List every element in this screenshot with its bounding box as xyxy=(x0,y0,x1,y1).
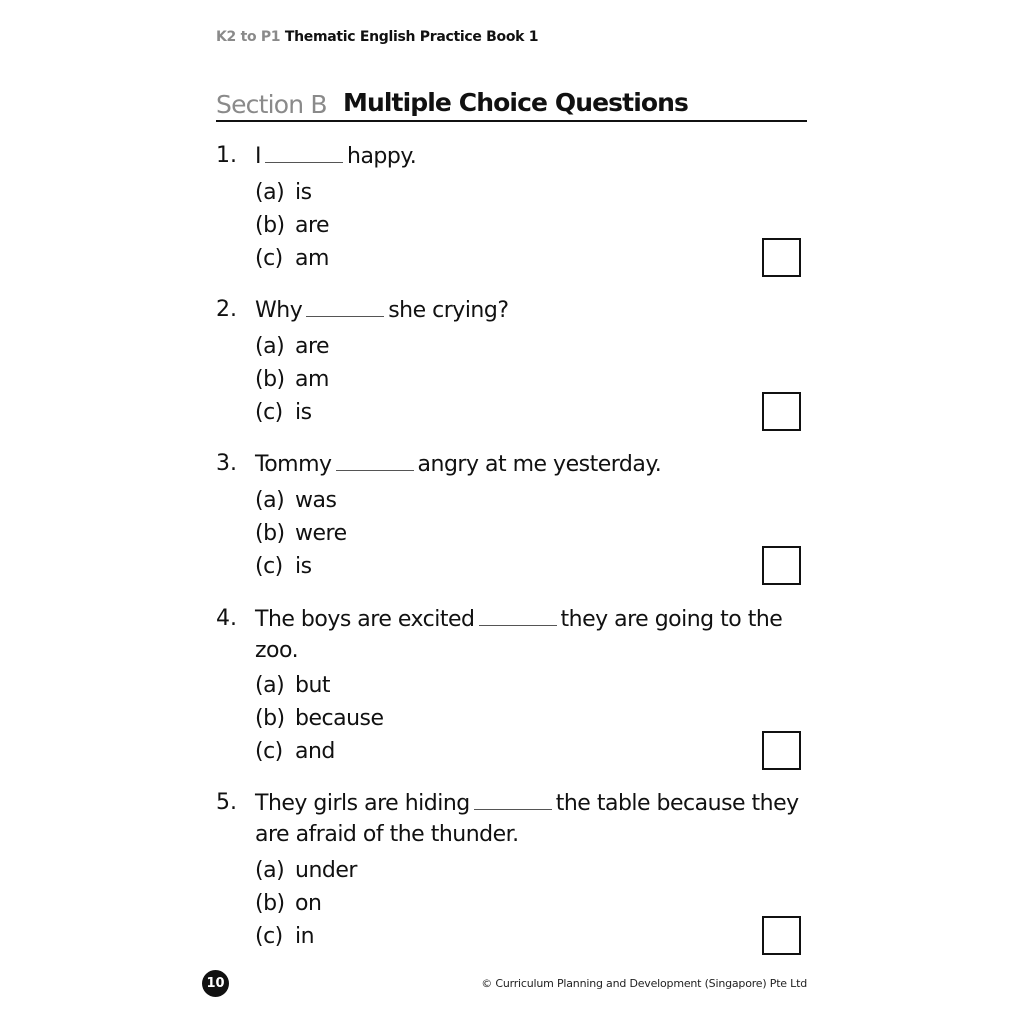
option-text: were xyxy=(295,521,347,546)
page-number: 10 xyxy=(202,970,229,997)
question-number: 4. xyxy=(216,606,237,631)
question-number: 3. xyxy=(216,451,237,476)
option-letter: (c) xyxy=(255,924,283,949)
question-text-before: They girls are hiding xyxy=(255,791,470,816)
answer-box[interactable] xyxy=(762,238,801,277)
option-letter: (b) xyxy=(255,521,285,546)
question-text-after: angry at me yesterday. xyxy=(417,452,662,477)
option-text: is xyxy=(295,180,312,205)
section-heading xyxy=(216,88,807,122)
question-number: 5. xyxy=(216,790,237,815)
question-text-before: The boys are excited xyxy=(255,607,475,632)
option-b xyxy=(255,521,347,546)
header-title: Thematic English Practice Book 1 xyxy=(284,29,539,45)
option-a xyxy=(255,488,336,513)
answer-box[interactable] xyxy=(762,916,801,955)
option-text: under xyxy=(295,858,357,883)
question-text xyxy=(255,604,785,666)
section-label: Section B xyxy=(216,90,327,119)
option-text: but xyxy=(295,673,331,698)
option-c xyxy=(255,924,314,949)
copyright-notice: © Curriculum Planning and Development (Singapore) Pte Ltd xyxy=(481,977,807,990)
option-b xyxy=(255,367,329,392)
option-text: are xyxy=(295,334,330,359)
option-c xyxy=(255,554,312,579)
option-text: am xyxy=(295,367,329,392)
question-text-after: she crying? xyxy=(388,298,509,323)
option-text: in xyxy=(295,924,315,949)
answer-blank xyxy=(479,607,557,626)
question-text xyxy=(255,141,815,172)
question-text-before: I xyxy=(255,144,261,169)
answer-box[interactable] xyxy=(762,392,801,431)
option-letter: (b) xyxy=(255,367,285,392)
option-c xyxy=(255,246,329,271)
answer-blank xyxy=(336,452,414,471)
option-letter: (a) xyxy=(255,858,285,883)
option-letter: (a) xyxy=(255,673,285,698)
book-header xyxy=(216,29,538,45)
option-a xyxy=(255,334,329,359)
answer-blank xyxy=(265,144,343,163)
option-text: is xyxy=(295,554,312,579)
option-b xyxy=(255,706,384,731)
question-text-after: they are going to the zoo. xyxy=(255,607,783,663)
answer-blank xyxy=(306,298,384,317)
question-text-after: happy. xyxy=(347,144,417,169)
question-text-after: the table because they are afraid of the thunder. xyxy=(255,791,799,847)
question-text-before: Tommy xyxy=(255,452,332,477)
header-level: K2 to P1 xyxy=(216,29,281,45)
question-text-before: Why xyxy=(255,298,303,323)
option-letter: (b) xyxy=(255,706,285,731)
option-text: and xyxy=(295,739,335,764)
question-number: 2. xyxy=(216,297,237,322)
option-text: are xyxy=(295,213,330,238)
option-letter: (c) xyxy=(255,739,283,764)
option-a xyxy=(255,858,357,883)
question-text xyxy=(255,295,815,326)
answer-box[interactable] xyxy=(762,731,801,770)
answer-blank xyxy=(474,791,552,810)
question-number: 1. xyxy=(216,143,237,168)
option-letter: (a) xyxy=(255,180,285,205)
option-letter: (a) xyxy=(255,334,285,359)
option-c xyxy=(255,739,335,764)
option-letter: (b) xyxy=(255,213,285,238)
option-letter: (c) xyxy=(255,554,283,579)
option-text: is xyxy=(295,400,312,425)
option-c xyxy=(255,400,312,425)
option-letter: (c) xyxy=(255,246,283,271)
answer-box[interactable] xyxy=(762,546,801,585)
option-text: am xyxy=(295,246,329,271)
option-b xyxy=(255,891,321,916)
question-text xyxy=(255,788,810,850)
option-text: on xyxy=(295,891,322,916)
option-b xyxy=(255,213,329,238)
option-letter: (a) xyxy=(255,488,285,513)
section-title: Multiple Choice Questions xyxy=(343,88,689,117)
option-a xyxy=(255,180,312,205)
question-text xyxy=(255,449,815,480)
option-text: was xyxy=(295,488,337,513)
option-letter: (c) xyxy=(255,400,283,425)
option-letter: (b) xyxy=(255,891,285,916)
option-text: because xyxy=(295,706,384,731)
option-a xyxy=(255,673,330,698)
